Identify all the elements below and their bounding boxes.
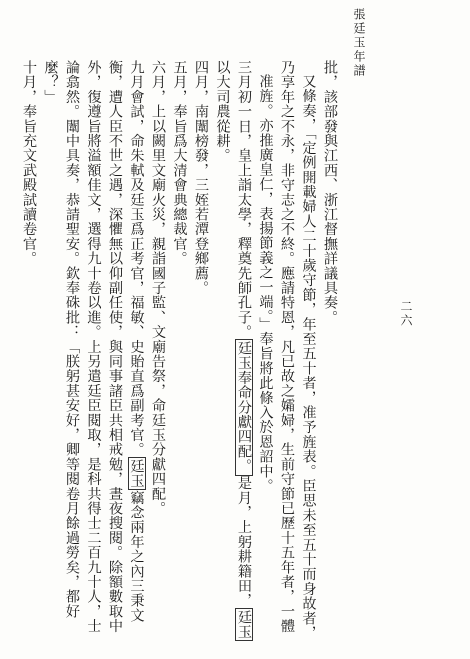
vertical-text-body (21, 60, 340, 641)
text-segment: 以大司農從耕。 (214, 60, 231, 163)
text-column (276, 60, 298, 634)
text-segment: 又條奏，「定例開載婦人二十歲守節，年至五十者，准予旌表。臣思未至五十而身故者， (300, 74, 317, 641)
text-segment: 衡，遭人臣不世之遇，深懼無以仰副任使，與同事諸臣共相戒勉，晝夜搜閱。除額數取中 (107, 60, 123, 634)
text-segment: 三月初一日，皇上詣太學，釋奠先師孔子。 (236, 60, 252, 340)
text-column (82, 60, 104, 634)
text-segment: 竊念兩年之內三秉文 (128, 490, 145, 623)
text-column (168, 60, 190, 620)
text-segment: 六月，上以闕里文廟火災，親詣國子監、文廟告祭，命廷玉分獻四配。 (150, 60, 166, 516)
text-segment: 准旌。亦推廣皇仁，表揚節義之一端。」奉旨將此條入於恩詔中。 (257, 74, 274, 494)
text-column (233, 60, 255, 640)
boxed-name-segment: 廷玉 (236, 609, 252, 640)
text-segment: 是月，上躬耕籍田， (236, 475, 252, 608)
boxed-name-segment: 廷玉奉命分獻四配。 (236, 341, 252, 474)
text-segment: 九月會試，命朱軾及廷玉爲正考官，福敏、史貽直爲副考官。 (128, 60, 145, 457)
text-column (319, 60, 341, 620)
text-segment: 十月，奉旨充文武殿試讀卷官。 (21, 60, 37, 266)
text-segment: 四月，南闈榜發，三姪若潭登鄉薦。 (193, 60, 209, 296)
running-title: 張廷玉年譜 (352, 8, 366, 78)
text-segment: 外，復遵旨將溢額佳文，選得九十卷以進。上另遣廷臣閱取，是科共得士二百九十人，士 (85, 60, 102, 634)
text-column (18, 60, 40, 620)
text-column (61, 60, 83, 620)
text-column (190, 60, 212, 620)
text-column (39, 60, 61, 620)
text-column (125, 60, 147, 623)
text-segment: 批，該部發與江西、浙江督撫詳議具奏。 (322, 60, 338, 325)
page-number: 二六 (399, 300, 413, 328)
text-column (104, 60, 126, 634)
text-column (254, 60, 276, 620)
text-column (147, 60, 169, 620)
boxed-name-segment: 廷玉 (128, 458, 145, 489)
text-segment: 麼？」 (42, 60, 59, 105)
text-column (297, 60, 319, 641)
text-segment: 五月，奉旨爲大清會典總裁官。 (171, 60, 188, 266)
text-segment: 論翕然。闈中具奏，恭請聖安。欽奉硃批：「朕躬甚安好，卿等閱卷月餘過勞矣，都好 (64, 60, 80, 619)
text-column (211, 60, 233, 620)
text-segment: 乃享年之不永，非守志之不終。應請特恩，凡已故之孀婦，生前守節已歷十五年者，一體 (279, 60, 295, 634)
